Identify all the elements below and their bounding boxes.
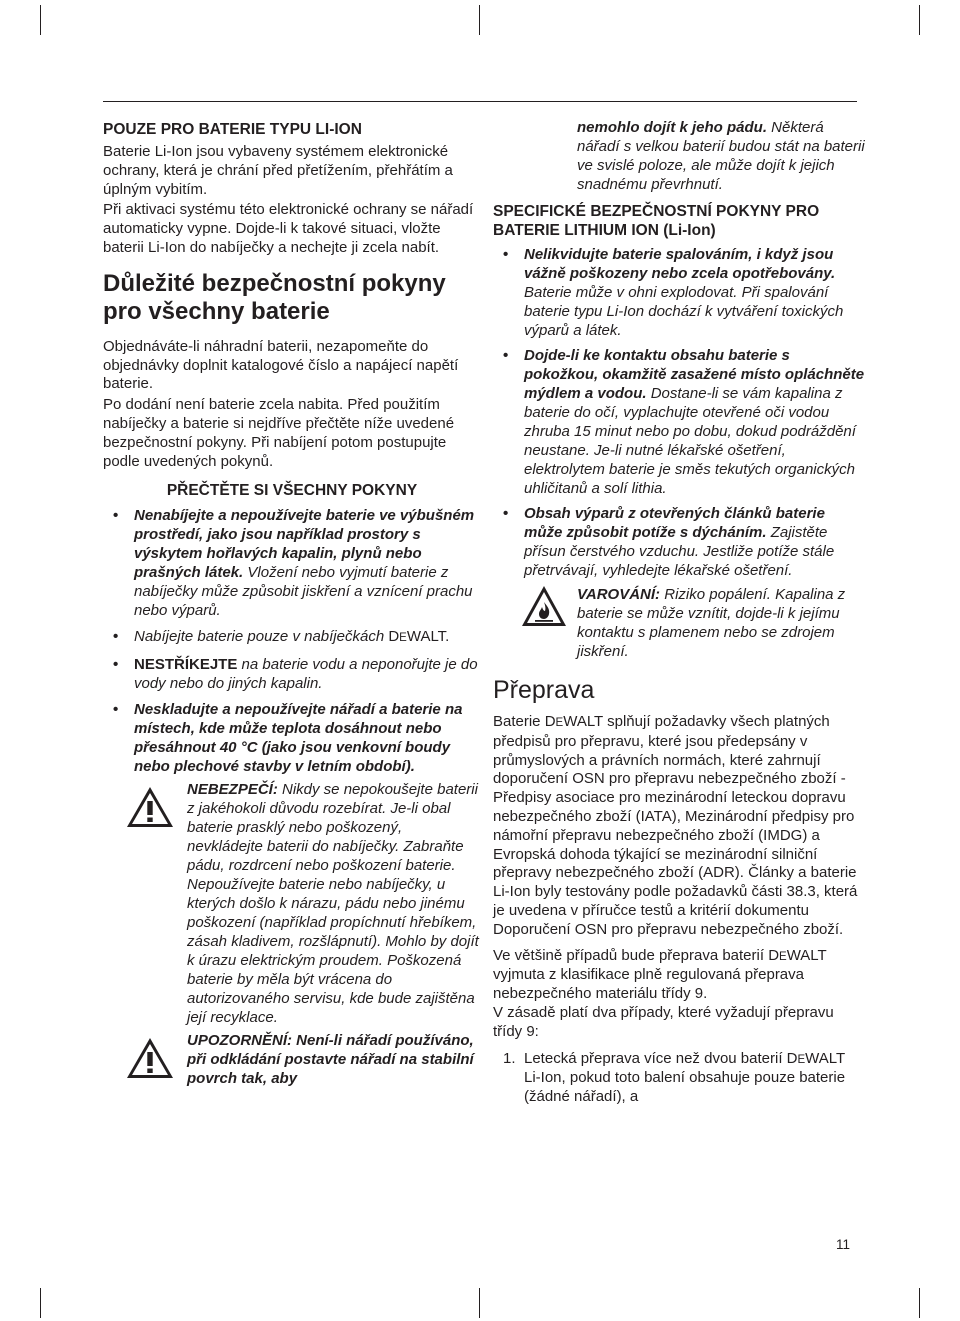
bullet-temperature: [103, 700, 481, 776]
text-run: Ve většině případů bude přeprava baterií: [493, 946, 769, 964]
warning-text: Riziko popálení. Kapalina z baterie se může vznítit, dojde-li k jejímu kontaktu s plamenem nebo se zdrojem jiskření.: [577, 586, 846, 660]
li-specific-heading: SPECIFICKÉ BEZPEČNOSTNÍ POKYNY PRO BATERIE LITHIUM ION (Li-Ion): [493, 203, 820, 239]
brand-e: E: [779, 950, 787, 963]
bullet-bold-text: Dojde-li ke kontaktu obsahu baterie s pokožkou, okamžitě zasažené místo opláchněte mýdlem a vodou.: [524, 347, 865, 402]
brand-d: D: [544, 713, 556, 730]
bullet-dot: •: [503, 246, 509, 263]
crop-mark-bottom-center: [479, 1288, 480, 1318]
bullet-bold-text: Neskladujte a nepoužívejte nářadí a baterie na místech, kde může teplota dosáhnout nebo přesáhnout 40 °C (jako jsou venkovní boudy nebo plechové stavby v letním období).: [134, 701, 463, 776]
brand-rest: WALT: [786, 946, 827, 964]
text-run: Li-Ion, pokud toto balení obsahuje pouze baterie (žádné nářadí), a: [524, 1069, 846, 1106]
dewalt-brand: [388, 628, 449, 645]
danger-notice: [103, 780, 481, 1027]
brand-rest: WALT: [563, 713, 603, 730]
text-run: vyjmuta z klasifikace plně regulovaná přeprava nebezpečného materiálu třídy 9.: [493, 966, 804, 1003]
continued-text: Některá nářadí s velkou baterií budou stát na baterii ve svislé poloze, ale může dojít k jejich snadnému převrhnutí.: [577, 119, 865, 193]
bullet-text: Baterie může v ohni explodovat. Při spalování baterie typu Li-Ion dochází k vytváření toxických výparů a látek.: [524, 284, 844, 339]
list-number: 1.: [503, 1049, 516, 1067]
text-run: splňují požadavky všech platných předpisů pro přepravu, které jsou předepsány v průmyslových a právních normách, které zahrnují doporučení OSN pro přepravu nebezpečného zboží - Předpisy asociace pro mezinárodní leteckou dopravu nebezpečného zboží (IATA), Mezinárodní předpisy pro námořní přepravu nebezpečného zboží (IMDG) a Evropská dohoda týkající se mezinárodní silniční přepravy nebezpečného zboží (ADR). Články a baterie Li-Ion byly testovány podle požadavků části 38.3, která je uvedena v příručce testů a kritérií dokumentu Doporučení OSN pro přepravu nebezpečného zboží.: [493, 713, 858, 938]
text-run: Baterie: [493, 713, 545, 730]
li-ion-paragraph-1: Baterie Li-Ion jsou vybaveny systémem elektronické ochrany, která je chrání před přetížením, přehřátím a úplným vybitím.: [103, 143, 453, 198]
bullet-text: Nabíjejte baterie pouze v nabíječkách: [134, 628, 389, 646]
bullet-dot: •: [113, 507, 119, 525]
page-number: 11: [836, 1237, 851, 1252]
crop-mark-bottom-right: [919, 1288, 920, 1318]
bullet-charge-only-dewalt: [103, 627, 481, 648]
brand-d: D: [388, 628, 400, 646]
crop-mark-bottom-left: [40, 1288, 41, 1318]
safety-paragraph-2: Po dodání není baterie zcela nabita. Před použitím nabíječky a baterie si nejdříve přečtěte níže uvedené bezpečnostní pokyny. Při nabíjení potom postupujte podle uvedených pokynů.: [103, 396, 455, 470]
bullet-text: na baterie vodu a neponořujte je do vody nebo do jiných kapalin.: [134, 656, 478, 693]
transport-paragraph-2: [493, 947, 865, 1004]
fire-warning-notice: [493, 585, 865, 661]
bullet-explosive-environment: [103, 506, 481, 620]
crop-mark-right: [919, 5, 920, 35]
bullet-bold-text: Nelikvidujte baterie spalováním, i když jsou vážně poškozeny nebo zcela opotřebovány.: [524, 246, 836, 282]
bullet-dot: •: [503, 347, 509, 364]
brand-e: E: [399, 632, 407, 645]
crop-mark-center: [479, 5, 480, 35]
caution-label: UPOZORNĚNÍ:: [187, 1032, 292, 1050]
caution-text: Není-li nářadí používáno, při odkládání postavte nářadí na stabilní povrch tak, aby: [187, 1032, 474, 1088]
bullet-vapours: [493, 504, 865, 580]
fire-warning-icon: [521, 585, 567, 627]
bullet-text: Zajistěte přísun čerstvého vzduchu. Jestliže potíže stále přetrvávají, vyhledejte lékařské ošetření.: [524, 524, 835, 579]
transport-paragraph-1: [493, 713, 865, 940]
transport-cases-list: [493, 1050, 865, 1107]
warning-triangle-icon: [125, 1036, 175, 1080]
bullet-dot: •: [113, 656, 119, 674]
crop-mark-left: [40, 5, 41, 35]
brand-rest: WALT: [805, 1049, 845, 1067]
safety-heading: Důležité bezpečnostní pokyny pro všechny baterie: [103, 269, 446, 326]
bullet-dot: •: [113, 628, 119, 646]
li-ion-paragraph-2: Při aktivaci systému této elektronické ochrany se nářadí automaticky vypne. Dojde-li k takové situaci, vložte baterii Li-Ion do nabíječky a nechejte ji zcela nabít.: [103, 201, 474, 256]
danger-label: NEBEZPEČÍ:: [187, 781, 278, 799]
left-column: [103, 112, 481, 1088]
bullet-skin-contact: [493, 346, 865, 498]
continued-notice: [493, 118, 865, 194]
transport-paragraph-3: V zásadě platí dva případy, které vyžadují přepravu třídy 9:: [493, 1003, 834, 1040]
safety-bullet-list: [103, 506, 481, 776]
header-rule: [103, 101, 857, 102]
transport-case-1: [493, 1050, 865, 1107]
bullet-no-water: [103, 655, 481, 693]
brand-e: E: [797, 1053, 806, 1066]
continued-bold: nemohlo dojít k jeho pádu.: [577, 119, 767, 136]
brand-d: D: [786, 1049, 798, 1067]
read-all-heading: PŘEČTĚTE SI VŠECHNY POKYNY: [166, 482, 418, 500]
transport-heading: Přeprava: [493, 676, 595, 704]
brand-d: D: [768, 946, 780, 964]
text-run: Letecká přeprava více než dvou baterií: [524, 1049, 787, 1067]
bullet-text: Dostane-li se vám kapalina z baterie do očí, vyplachujte otevřené oči vodou zhruba 15 minut nebo po dobu, dokud podráždění neustane. Je-li nutné lékařské ošetření, elektrolytem baterie je směs tekutých organických uhličitanů a solí lithia.: [524, 385, 856, 497]
bullet-dot: •: [503, 505, 509, 522]
safety-paragraph-1: Objednáváte-li náhradní baterii, nezapomeňte do objednávky doplnit katalogové číslo a napájecí napětí baterie.: [103, 337, 459, 393]
warning-triangle-icon: [125, 785, 175, 829]
brand-e: E: [555, 717, 564, 729]
bullet-bold-text: NESTŘÍKEJTE: [134, 656, 238, 674]
right-column: [493, 112, 865, 1107]
li-ion-bullet-list: [493, 245, 865, 580]
warning-label: VAROVÁNÍ:: [577, 586, 661, 603]
danger-text: Nikdy se nepokoušejte baterii z jakéhokoli důvodu rozebírat. Je-li obal baterie prasklý nebo poškozený, nevkládejte baterii do nabíječky. Zabraňte pádu, rozdrcení nebo poškození baterie. Nepoužívejte baterie nebo nabíječky, u kterých došlo k nárazu, pádu nebo jinému poškození (například propíchnutí hřebíkem, zásah kladivem, rozšlápnutí). Mohlo by dojít k úrazu elektrickým proudem. Poškozená baterie by měla být vrácena do autorizovaného servisu, kde bude zajištěna její recyklace.: [187, 781, 479, 1027]
bullet-text: Vložení nebo vyjmutí baterie z nabíječky může způsobit jiskření a vznícení prachu nebo výparů.: [134, 564, 473, 620]
li-ion-heading: POUZE PRO BATERIE TYPU LI-ION: [103, 121, 362, 138]
brand-rest: WALT.: [406, 628, 450, 646]
caution-notice: [103, 1031, 481, 1088]
bullet-no-burning: [493, 245, 865, 340]
bullet-bold-text: Nenabíjejte a nepoužívejte baterie ve výbušném prostředí, jako jsou například prostory s výskytem hořlavých kapalin, plynů nebo prašných látek.: [134, 507, 475, 582]
bullet-dot: •: [113, 701, 119, 719]
bullet-bold-text: Obsah výparů z otevřených článků baterie může způsobit potíže s dýcháním.: [524, 505, 825, 541]
